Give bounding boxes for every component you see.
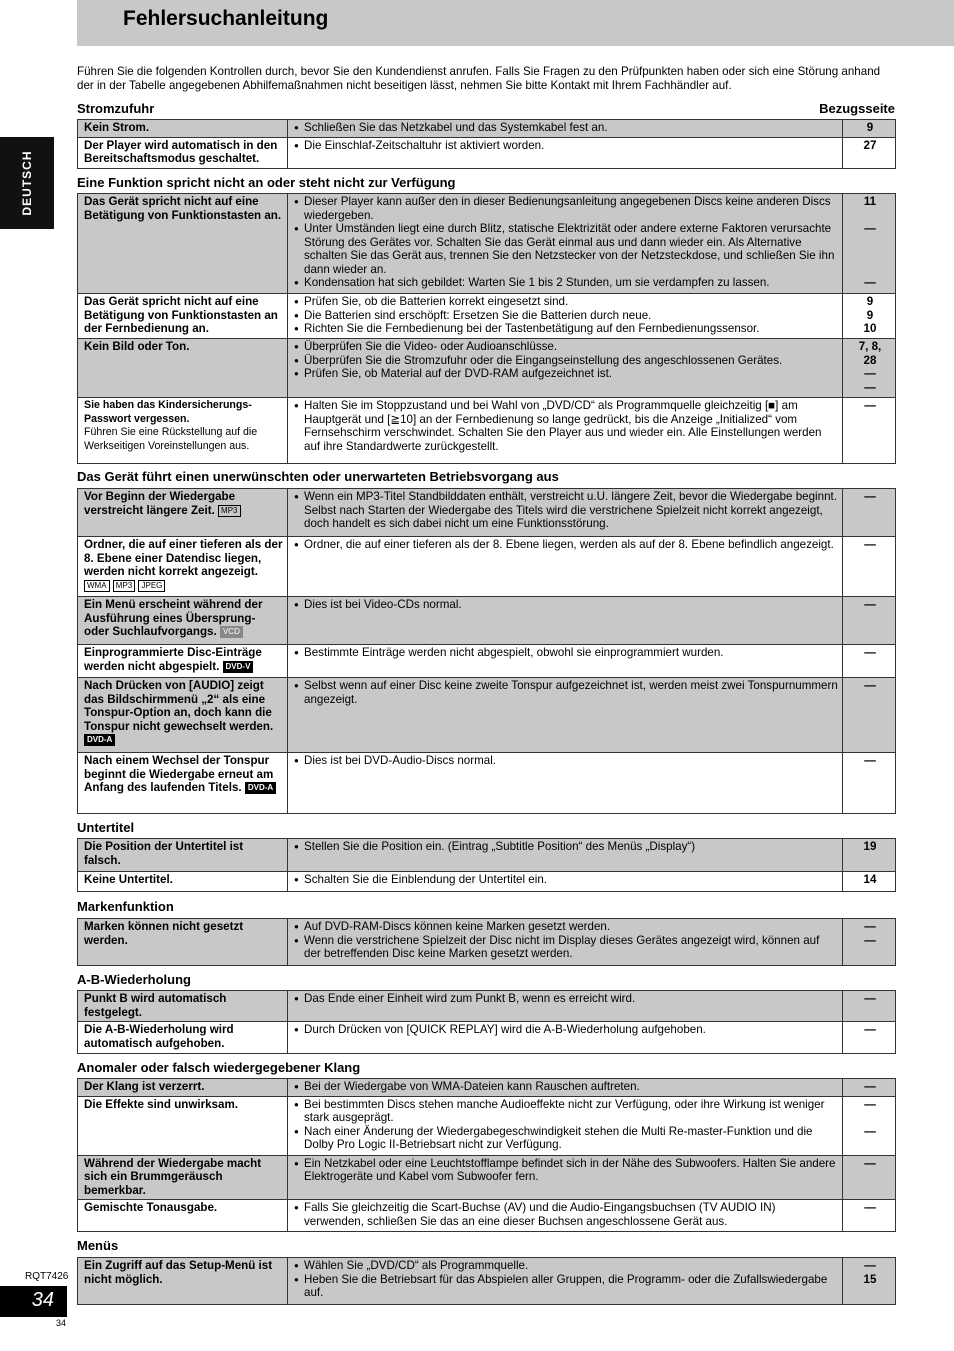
disc-type-badge: DVD-A	[245, 782, 276, 794]
remedy-item: ● Heben Sie die Betriebsart für das Abspielen aller Gruppen, die Programm- oder die Zufallswiedergabe auf.	[294, 1273, 838, 1300]
table-row	[78, 753, 896, 814]
disc-type-badge: WMA	[84, 580, 110, 592]
remedy-item: ● Das Ende einer Einheit wird zum Punkt B, wenn es erreicht wird.	[294, 992, 838, 1006]
problem-text: Die Position der Untertitel ist falsch.	[84, 840, 244, 867]
table-row	[78, 991, 896, 1022]
remedy-item: ● Ordner, die auf einer tieferen als der 8. Ebene liegen, werden als auf der 8. Ebene befindlich angezeigt.	[294, 538, 838, 552]
remedy-item: ● Schalten Sie die Einblendung der Untertitel ein.	[294, 873, 838, 887]
remedy-item: ● Ein Netzkabel oder eine Leuchtstofflampe befindet sich in der Nähe des Subwoofers. Halten Sie andere Elektrogeräte und Kabel vom Subwoofer fern.	[294, 1157, 838, 1184]
reference-page-cell: —	[843, 489, 896, 537]
problem-cell	[78, 839, 288, 872]
page-number-box	[0, 1286, 67, 1317]
section-heading: Das Gerät führt einen unerwünschten oder unerwarteten Betriebsvorgang aus	[77, 469, 559, 484]
problem-cell	[78, 1022, 288, 1054]
language-tab-label: DEUTSCH	[20, 150, 34, 216]
disc-type-badge: DVD-A	[84, 734, 115, 746]
table-row	[78, 1200, 896, 1232]
problem-text: Der Klang ist verzerrt.	[84, 1080, 205, 1093]
remedy-item: ● Nach einer Änderung der Wiedergabegeschwindigkeit stehen die Multi Re-master-Funktion und die Dolby Pro Logic II-Betriebsart nicht zur Verfügung.	[294, 1125, 838, 1152]
remedy-item: ● Bei bestimmten Discs stehen manche Audioeffekte nicht zur Verfügung, oder ihre Wirkung ist weniger stark ausgeprägt.	[294, 1098, 838, 1125]
table-row	[78, 1258, 896, 1305]
problem-cell	[78, 645, 288, 678]
reference-page-cell: —	[843, 398, 896, 464]
table-row	[78, 1022, 896, 1054]
reference-page-header: Bezugsseite	[819, 101, 895, 116]
remedy-cell	[288, 872, 843, 892]
problem-text: Keine Untertitel.	[84, 873, 173, 886]
problem-text: Kein Bild oder Ton.	[84, 340, 190, 353]
section-heading: Markenfunktion	[77, 899, 174, 914]
reference-page-cell: 27	[843, 137, 896, 168]
problem-text: Sie haben das Kindersicherungs-Passwort vergessen.	[84, 399, 252, 425]
table-row	[78, 1155, 896, 1200]
remedy-item: ● Bei der Wiedergabe von WMA-Dateien kann Rauschen auftreten.	[294, 1080, 838, 1094]
remedy-item: ● Dies ist bei DVD-Audio-Discs normal.	[294, 754, 838, 768]
troubleshooting-table	[77, 1078, 896, 1232]
title-bar	[77, 0, 954, 46]
remedy-cell	[288, 120, 843, 138]
table-row	[78, 294, 896, 339]
section-heading: Menüs	[77, 1238, 119, 1253]
problem-text: Während der Wiedergabe macht sich ein Brummgeräusch bemerkbar.	[84, 1156, 262, 1197]
remedy-item: ● Dies ist bei Video-CDs normal.	[294, 598, 838, 612]
problem-cell	[78, 1155, 288, 1200]
remedy-item: ● Die Einschlaf-Zeitschaltuhr ist aktiviert worden.	[294, 139, 838, 153]
reference-page-cell: 14	[843, 872, 896, 892]
remedy-cell	[288, 1258, 843, 1305]
problem-cell	[78, 597, 288, 645]
remedy-cell	[288, 1022, 843, 1054]
problem-cell	[78, 991, 288, 1022]
table-row	[78, 597, 896, 645]
remedy-cell	[288, 753, 843, 814]
reference-page-cell: 19	[843, 839, 896, 872]
table-row	[78, 194, 896, 294]
section-heading: Anomaler oder falsch wiedergegebener Klang	[77, 1060, 361, 1075]
problem-cell	[78, 1079, 288, 1097]
document-code: RQT7426	[25, 1271, 69, 1282]
problem-cell	[78, 294, 288, 339]
disc-type-badge: JPEG	[138, 580, 165, 592]
problem-text: Die A-B-Wiederholung wird automatisch aufgehoben.	[84, 1023, 234, 1050]
table-row	[78, 872, 896, 892]
problem-text: Der Player wird automatisch in den Bereitschaftsmodus geschaltet.	[84, 138, 278, 165]
problem-cell	[78, 489, 288, 537]
disc-type-badge: VCD	[220, 626, 243, 638]
problem-cell	[78, 753, 288, 814]
remedy-cell	[288, 919, 843, 966]
problem-text: Nach einem Wechsel der Tonspur beginnt die Wiedergabe erneut am Anfang des laufenden Titels.	[84, 754, 274, 794]
problem-cell	[78, 194, 288, 294]
remedy-item: ● Wählen Sie „DVD/CD“ als Programmquelle.	[294, 1259, 838, 1273]
problem-cell	[78, 678, 288, 753]
troubleshooting-table	[77, 918, 896, 966]
table-row	[78, 137, 896, 168]
table-row	[78, 537, 896, 597]
table-row	[78, 339, 896, 398]
remedy-item: ● Wenn die verstrichene Spielzeit der Disc nicht im Display dieses Gerätes angezeigt wird, können auf der betreffenden Disc keine Marken gesetzt werden.	[294, 934, 838, 961]
problem-note: Führen Sie eine Rückstellung auf die Werkseitigen Voreinstellungen aus.	[84, 426, 258, 452]
remedy-cell	[288, 1155, 843, 1200]
reference-page-cell: 11 — —	[843, 194, 896, 294]
reference-page-cell: — 15	[843, 1258, 896, 1305]
problem-text: Punkt B wird automatisch festgelegt.	[84, 992, 227, 1019]
remedy-item: ● Die Batterien sind erschöpft: Ersetzen Sie die Batterien durch neue.	[294, 309, 838, 323]
remedy-cell	[288, 339, 843, 398]
troubleshooting-table	[77, 1257, 896, 1305]
problem-text: Kein Strom.	[84, 121, 150, 134]
problem-cell	[78, 1258, 288, 1305]
reference-page-cell: —	[843, 597, 896, 645]
remedy-item: ● Wenn ein MP3-Titel Standbilddaten enthält, verstreicht u.U. längere Zeit, bevor die Wiedergabe beginnt. Selbst nach Starten der Wiedergabe des Titels wird die verstrichene Spielzeit nicht korrekt angezeigt, doch handelt es sich dabei nicht um eine Funktionsstörung.	[294, 490, 838, 531]
disc-type-badge: DVD-V	[223, 661, 254, 673]
remedy-cell	[288, 678, 843, 753]
problem-cell	[78, 919, 288, 966]
table-row	[78, 919, 896, 966]
problem-cell	[78, 1200, 288, 1232]
remedy-cell	[288, 1200, 843, 1232]
troubleshooting-table	[77, 488, 896, 814]
section-heading: A-B-Wiederholung	[77, 972, 191, 987]
troubleshooting-table	[77, 193, 896, 464]
reference-page-cell: — —	[843, 1096, 896, 1155]
remedy-item: ● Überprüfen Sie die Stromzufuhr oder die Eingangseinstellung des angeschlossenen Gerätes.	[294, 354, 838, 368]
problem-cell	[78, 872, 288, 892]
troubleshooting-table	[77, 990, 896, 1054]
problem-text: Nach Drücken von [AUDIO] zeigt das Bildschirmmenü „2“ als eine Tonspur-Option an, doch kann die Tonspur nicht gewechselt werden.	[84, 679, 274, 733]
reference-page-cell: — —	[843, 919, 896, 966]
reference-page-cell: —	[843, 1022, 896, 1054]
troubleshooting-table	[77, 119, 896, 169]
table-row	[78, 645, 896, 678]
reference-page-cell: 9	[843, 120, 896, 138]
remedy-cell	[288, 137, 843, 168]
reference-page-cell: 9 9 10	[843, 294, 896, 339]
page-number-small: 34	[56, 1318, 67, 1328]
remedy-item: ● Prüfen Sie, ob die Batterien korrekt eingesetzt sind.	[294, 295, 838, 309]
remedy-cell	[288, 194, 843, 294]
remedy-item: ● Durch Drücken von [QUICK REPLAY] wird die A-B-Wiederholung aufgehoben.	[294, 1023, 838, 1037]
problem-text: Das Gerät spricht nicht auf eine Betätigung von Funktionstasten an der Fernbedienung an.	[84, 295, 278, 335]
remedy-cell	[288, 537, 843, 597]
problem-text: Marken können nicht gesetzt werden.	[84, 920, 244, 947]
problem-cell	[78, 537, 288, 597]
problem-text: Vor Beginn der Wiedergabe verstreicht längere Zeit.	[84, 490, 236, 517]
problem-text: Ordner, die auf einer tieferen als der 8. Ebene einer Datendisc liegen, werden nicht korrekt angezeigt.	[84, 538, 283, 578]
problem-text: Gemischte Tonausgabe.	[84, 1201, 218, 1214]
reference-page-cell: —	[843, 1155, 896, 1200]
problem-text: Ein Zugriff auf das Setup-Menü ist nicht möglich.	[84, 1259, 273, 1286]
problem-text: Die Effekte sind unwirksam.	[84, 1097, 238, 1111]
remedy-item: ● Dieser Player kann außer den in dieser Bedienungsanleitung angegebenen Discs keine anderen Discs wiedergeben.	[294, 195, 838, 222]
table-row	[78, 1079, 896, 1097]
page-title: Fehlersuchanleitung	[123, 7, 329, 30]
remedy-item: ● Schließen Sie das Netzkabel und das Systemkabel fest an.	[294, 121, 838, 135]
language-tab	[0, 137, 54, 229]
problem-cell	[78, 120, 288, 138]
reference-page-cell: —	[843, 1200, 896, 1232]
table-row	[78, 1096, 896, 1155]
problem-cell	[78, 137, 288, 168]
remedy-item: ● Stellen Sie die Position ein. (Eintrag „Subtitle Position“ des Menüs „Display“)	[294, 840, 838, 854]
table-row	[78, 678, 896, 753]
remedy-cell	[288, 1096, 843, 1155]
remedy-cell	[288, 839, 843, 872]
problem-text: Einprogrammierte Disc-Einträge werden nicht abgespielt.	[84, 646, 262, 673]
remedy-cell	[288, 991, 843, 1022]
troubleshooting-table	[77, 838, 896, 892]
problem-text: Das Gerät spricht nicht auf eine Betätigung von Funktionstasten an.	[84, 195, 282, 222]
remedy-item: ● Auf DVD-RAM-Discs können keine Marken gesetzt werden.	[294, 920, 838, 934]
remedy-cell	[288, 597, 843, 645]
section-heading: Stromzufuhr	[77, 101, 155, 116]
remedy-item: ● Selbst wenn auf einer Disc keine zweite Tonspur aufgezeichnet ist, werden meist zwei Tonspurnummern angezeigt.	[294, 679, 838, 706]
page-number: 34	[31, 1289, 54, 1311]
disc-type-badge: MP3	[218, 505, 240, 517]
reference-page-cell: 7, 8, 28 — —	[843, 339, 896, 398]
remedy-cell	[288, 1079, 843, 1097]
remedy-item: ● Prüfen Sie, ob Material auf der DVD-RAM aufgezeichnet ist.	[294, 367, 838, 381]
problem-cell	[78, 1096, 288, 1155]
section-heading: Eine Funktion spricht nicht an oder steht nicht zur Verfügung	[77, 175, 456, 190]
table-row	[78, 120, 896, 138]
disc-type-badge: MP3	[113, 580, 135, 592]
reference-page-cell: —	[843, 678, 896, 753]
remedy-cell	[288, 489, 843, 537]
section-heading: Untertitel	[77, 820, 135, 835]
reference-page-cell: —	[843, 645, 896, 678]
reference-page-cell: —	[843, 991, 896, 1022]
remedy-cell	[288, 398, 843, 464]
remedy-item: ● Überprüfen Sie die Video- oder Audioanschlüsse.	[294, 340, 838, 354]
remedy-item: ● Bestimmte Einträge werden nicht abgespielt, obwohl sie einprogrammiert wurden.	[294, 646, 838, 660]
remedy-cell	[288, 294, 843, 339]
table-row	[78, 839, 896, 872]
table-row	[78, 489, 896, 537]
reference-page-cell: —	[843, 753, 896, 814]
remedy-item: ● Unter Umständen liegt eine durch Blitz, statische Elektrizität oder andere externe Faktoren verursachte Störung des Gerätes vor. Schalten Sie das Gerät einmal aus und dann wieder ein. Als Alternative schalten Sie das Gerät aus, trennen Sie den Netzstecker von der Netzsteckdose, und schließen Sie ihn dann wieder an.	[294, 222, 838, 276]
remedy-cell	[288, 645, 843, 678]
remedy-item: ● Halten Sie im Stoppzustand und bei Wahl von „DVD/CD“ als Programmquelle gleichzeitig [■] am Hauptgerät und [≧10] an der Fernbedienung so lange gedrückt, bis die Anzeige „Initialized“ vom Fernsehschirm verschwindet. Schalten Sie den Player aus und wieder ein. Alle Einstellungen werden auf ihre Standardwerte zurückgestellt.	[294, 399, 838, 453]
problem-cell	[78, 339, 288, 398]
reference-page-cell: —	[843, 1079, 896, 1097]
problem-cell	[78, 398, 288, 464]
problem-text: Ein Menü erscheint während der Ausführung eines Übersprung- oder Suchlaufvorgangs.	[84, 598, 263, 638]
remedy-item: ● Richten Sie die Fernbedienung bei der Tastenbetätigung auf den Fernbedienungssensor.	[294, 322, 838, 336]
intro-text: Führen Sie die folgenden Kontrollen durch, bevor Sie den Kundendienst anrufen. Falls Sie Fragen zu den Prüfpunkten haben oder sich eine Störung anhand der in der Tabelle angegebenen Abhilfemaßnahmen nicht beseitigen lässt, nehmen Sie bitte Kontakt mit Ihrem Fachhändler auf.	[77, 65, 881, 92]
remedy-item: ● Falls Sie gleichzeitig die Scart-Buchse (AV) und die Audio-Eingangsbuchsen (TV AUDIO IN) verwenden, schließen Sie das an eine dieser Buchsen angeschlossene Gerät aus.	[294, 1201, 838, 1228]
table-row	[78, 398, 896, 464]
reference-page-cell: —	[843, 537, 896, 597]
remedy-item: ● Kondensation hat sich gebildet: Warten Sie 1 bis 2 Stunden, um sie verdampfen zu lassen.	[294, 276, 838, 290]
